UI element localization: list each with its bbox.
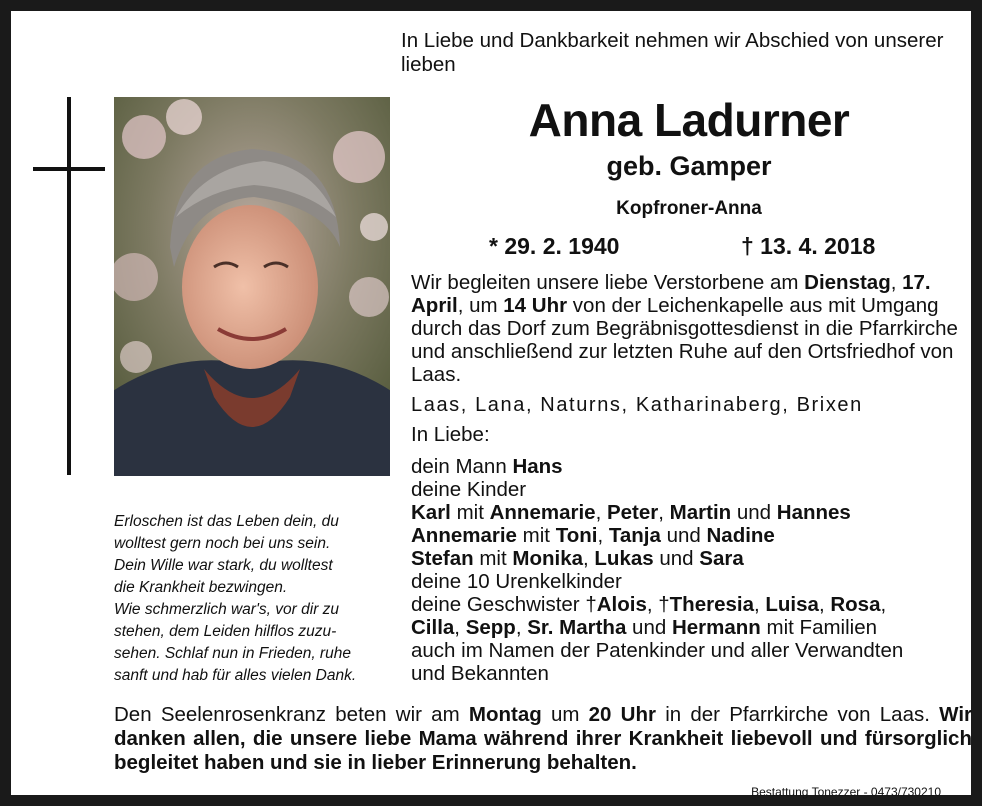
family-list — [411, 455, 966, 685]
memorial-poem — [114, 511, 390, 687]
family-name: Nadine — [706, 524, 775, 547]
poem-line: Dein Wille war stark, du wolltest — [114, 557, 333, 574]
family-text: , — [583, 547, 595, 570]
family-line: deine 10 Urenkelkinder — [411, 570, 622, 593]
family-name: Theresia — [669, 593, 754, 616]
intro-text: In Liebe und Dankbarkeit nehmen wir Abschied von unserer lieben — [401, 29, 944, 76]
poem-line: sanft und hab für alles vielen Dank. — [114, 667, 357, 684]
funeral-text: Wir begleiten unsere liebe Verstorbene am — [411, 271, 805, 294]
family-line — [411, 455, 966, 478]
closing-part: Den Seelenrosenkranz beten wir am — [114, 703, 469, 726]
family-places: Laas, Lana, Naturns, Katharinaberg, Brixen — [411, 394, 863, 416]
family-line — [411, 547, 966, 570]
family-line — [411, 501, 966, 524]
family-name: Lukas — [594, 547, 654, 570]
family-text: und — [660, 524, 707, 547]
family-name: Sepp — [465, 616, 516, 639]
family-line — [411, 524, 966, 547]
family-text: dein Mann — [411, 455, 513, 478]
family-line: und Bekannten — [411, 662, 549, 685]
family-text: und — [626, 616, 672, 639]
poem-line: die Krankheit bezwingen. — [114, 579, 288, 596]
thanks-text: Wir danken allen, die unsere liebe Mama während ihrer Krankheit liebevoll und fürsorglich begleitet haben und sie in lieber Erinnerung behalten. — [114, 703, 972, 774]
funeral-details — [411, 271, 966, 386]
cross-horizontal-bar — [33, 167, 105, 171]
undertaker-credit: Bestattung Tonezzer - 0473/730210 — [751, 785, 941, 799]
family-line: auch im Namen der Patenkinder und aller Verwandten — [411, 639, 904, 662]
funeral-time: 14 Uhr — [503, 294, 568, 317]
family-text: , — [818, 593, 831, 616]
family-name: Cilla — [411, 616, 455, 639]
poem-line: Wie schmerzlich war's, vor dir zu — [114, 601, 340, 618]
family-name: Hans — [512, 455, 563, 478]
deceased-name: Anna Ladurner — [528, 94, 850, 146]
family-name: Hannes — [776, 501, 851, 524]
family-text: und — [653, 547, 700, 570]
family-text: mit — [473, 547, 513, 570]
poem-line: Erloschen ist das Leben dein, du — [114, 513, 339, 530]
maiden-name: geb. Gamper — [606, 151, 772, 181]
closing-text — [114, 703, 972, 775]
family-text: , — [515, 616, 528, 639]
family-name: Toni — [555, 524, 598, 547]
family-name: Luisa — [765, 593, 819, 616]
family-name: Sr. Martha — [527, 616, 627, 639]
family-text: deine Geschwister † — [411, 593, 597, 616]
family-name: Annemarie — [411, 524, 517, 547]
family-name: Sara — [699, 547, 744, 570]
family-name: Rosa — [830, 593, 881, 616]
family-text: mit Familien — [760, 616, 878, 639]
family-text: mit — [516, 524, 556, 547]
rosary-day: Montag — [468, 703, 542, 726]
family-text: , † — [646, 593, 670, 616]
funeral-text: , — [890, 271, 903, 294]
family-line — [411, 616, 966, 639]
family-name: Annemarie — [489, 501, 596, 524]
portrait-photo — [114, 97, 390, 476]
poem-line: sehen. Schlaf nun in Frieden, ruhe — [114, 645, 351, 662]
family-text: , — [880, 593, 887, 616]
poem-line: stehen, dem Leiden hilflos zuzu- — [114, 623, 337, 640]
closing-part: um — [541, 703, 589, 726]
poem-line: wolltest gern noch bei uns sein. — [114, 535, 331, 552]
family-name: Martin — [669, 501, 732, 524]
rosary-time: 20 Uhr — [588, 703, 656, 726]
family-text: , — [595, 501, 607, 524]
funeral-text: , um — [457, 294, 504, 317]
family-name: Karl — [411, 501, 451, 524]
family-name: Alois — [596, 593, 647, 616]
funeral-text: von der Leichenkapelle aus mit Umgang durch das Dorf zum Begräbnisgottesdienst in die Pfarrkirche und anschließend zur letzten Ruhe auf den Ortsfriedhof von Laas. — [411, 294, 958, 386]
family-line: deine Kinder — [411, 478, 527, 501]
funeral-day: Dienstag — [804, 271, 891, 294]
family-line — [411, 593, 966, 616]
family-text: , — [753, 593, 766, 616]
family-name: Peter — [606, 501, 659, 524]
family-name: Stefan — [411, 547, 474, 570]
family-text: und — [731, 501, 777, 524]
funeral-date: 17. April — [411, 271, 931, 317]
family-text: , — [597, 524, 609, 547]
cross-vertical-bar — [67, 97, 71, 475]
family-text: , — [658, 501, 670, 524]
closing-part: in der Pfarrkirche von Laas. — [655, 703, 940, 726]
family-name: Hermann — [671, 616, 761, 639]
family-name: Tanja — [608, 524, 661, 547]
birth-date: * 29. 2. 1940 — [489, 233, 620, 259]
family-text: mit — [450, 501, 490, 524]
family-name: Monika — [512, 547, 583, 570]
death-date: † 13. 4. 2018 — [741, 233, 876, 259]
nickname: Kopfroner-Anna — [616, 198, 762, 219]
in-liebe-heading: In Liebe: — [411, 423, 490, 446]
family-text: , — [454, 616, 466, 639]
